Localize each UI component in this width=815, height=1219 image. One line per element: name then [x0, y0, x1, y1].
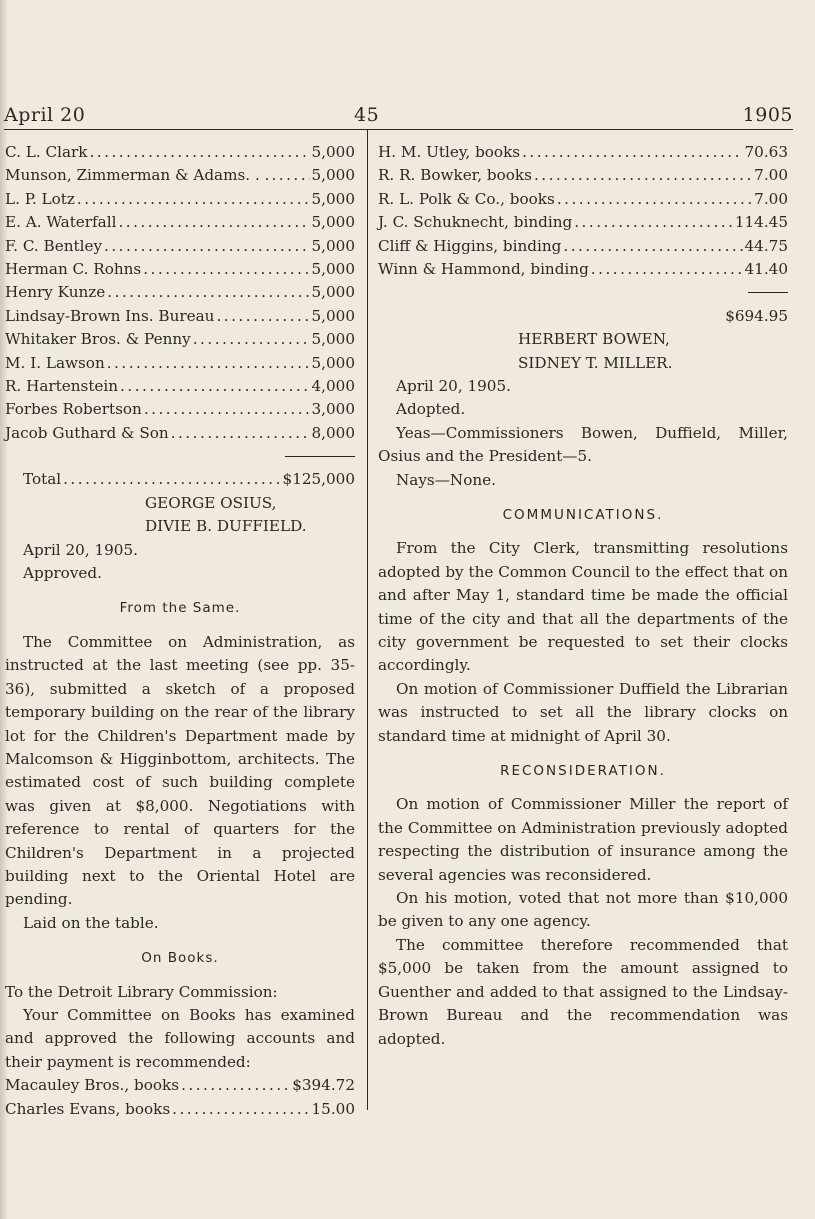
report-status: Adopted. [396, 400, 466, 419]
list-item: Henry Kunze ..... 5,000 [5, 281, 355, 304]
report-status: Approved. [23, 564, 102, 583]
list-item: J. C. Schuknecht, binding ..... 114.45 [378, 211, 788, 234]
sum-rule [5, 445, 355, 468]
list-item: L. P. Lotz ..... 5,000 [5, 188, 355, 211]
report-date: April 20, 1905. [23, 540, 138, 559]
list-item: R. R. Bowker, books ..... 7.00 [378, 164, 788, 187]
administration-paragraph: The Committee on Administration, as instructed at the last meeting (see pp. 35-36), submitted a sketch of a proposed temporary building on the rear of the library lot for the Children's Department made by Malcomson & Higginbottom, architects. The estimated cost of such building complete was given at $8,000. Negotiations with reference to rental of quarters for the Children's Department in a projected building next to the Oriental Hotel are pending. [5, 632, 355, 909]
list-item: Charles Evans, books ..... 15.00 [5, 1098, 355, 1121]
list-item: E. A. Waterfall ..... 5,000 [5, 211, 355, 234]
books-total: $694.95 [725, 306, 788, 325]
section-heading-reconsideration: RECONSIDERATION. [500, 763, 666, 780]
list-item: Whitaker Bros. & Penny ..... 5,000 [5, 328, 355, 351]
list-item: H. M. Utley, books ..... 70.63 [378, 141, 788, 164]
page-number: 45 [354, 104, 380, 126]
right-column [378, 141, 788, 1051]
list-item: F. C. Bentley ..... 5,000 [5, 235, 355, 258]
signer-duffield: DIVIE B. DUFFIELD. [145, 517, 307, 536]
list-item: Lindsay-Brown Ins. Bureau ..... 5,000 [5, 305, 355, 328]
header-year: 1905 [742, 104, 793, 126]
yeas-vote: Yeas—Commissioners Bowen, Duffield, Miller, Osius and the President—5. [378, 423, 788, 466]
list-item: C. L. Clark ..... 5,000 [5, 141, 355, 164]
list-item: Macauley Bros., books ..... $394.72 [5, 1074, 355, 1097]
reconsideration-paragraph-3: The committee therefore recommended that $5,000 be taken from the amount assigned to Guenther and added to that assigned to the Lindsay-Brown Bureau and the recommendation was adopted. [378, 935, 788, 1048]
list-item: Herman C. Rohns ..... 5,000 [5, 258, 355, 281]
header-rule [4, 129, 793, 130]
report-date: April 20, 1905. [396, 376, 511, 395]
sum-rule [378, 281, 788, 304]
communications-paragraph-1: From the City Clerk, transmitting resolutions adopted by the Common Council to the effect that on and after May 1, standard time be made the official time of the city and that all the departments of the city government be requested to set their clocks accordingly. [378, 539, 788, 675]
total-label: Total [23, 470, 62, 489]
list-item: Jacob Guthard & Son ..... 8,000 [5, 422, 355, 445]
header-date: April 20 [4, 104, 86, 126]
signer-osius: GEORGE OSIUS, [145, 493, 277, 512]
section-heading-on-books: On Books. [141, 950, 219, 967]
section-heading-from-the-same: From the Same. [119, 600, 241, 617]
list-item: M. I. Lawson ..... 5,000 [5, 352, 355, 375]
reconsideration-paragraph-1: On motion of Commissioner Miller the report of the Committee on Administration previously adopted respecting the distribution of insurance among the several agencies was reconsidered. [378, 795, 788, 884]
column-divider [367, 130, 368, 1110]
books-paragraph: Your Committee on Books has examined and approved the following accounts and their payment is recommended: [5, 1005, 355, 1071]
nays-vote: Nays—None. [396, 470, 496, 489]
insurance-list [5, 141, 355, 445]
list-item: R. Hartenstein ..... 4,000 [5, 375, 355, 398]
signer-bowen: HERBERT BOWEN, [518, 330, 670, 349]
list-item: Winn & Hammond, binding ..... 41.40 [378, 258, 788, 281]
list-item: R. L. Polk & Co., books ..... 7.00 [378, 188, 788, 211]
signer-miller: SIDNEY T. MILLER. [518, 353, 673, 372]
books-address: To the Detroit Library Commission: [5, 982, 278, 1001]
total-amount: $125,000 [282, 470, 355, 489]
list-item: Forbes Robertson ..... 3,000 [5, 398, 355, 421]
left-column [5, 141, 355, 1121]
list-item: Cliff & Higgins, binding ..... 44.75 [378, 235, 788, 258]
laid-on-table: Laid on the table. [23, 913, 159, 932]
reconsideration-paragraph-2: On his motion, voted that not more than $10,000 be given to any one agency. [378, 889, 788, 931]
total-row [5, 468, 355, 491]
page-header [4, 104, 793, 130]
section-heading-communications: COMMUNICATIONS. [502, 506, 664, 523]
communications-paragraph-2: On motion of Commissioner Duffield the Librarian was instructed to set all the library clocks on standard time at midnight of April 30. [378, 679, 788, 745]
list-item: Munson, Zimmerman & Adams. . . ..... 5,000 [5, 164, 355, 187]
